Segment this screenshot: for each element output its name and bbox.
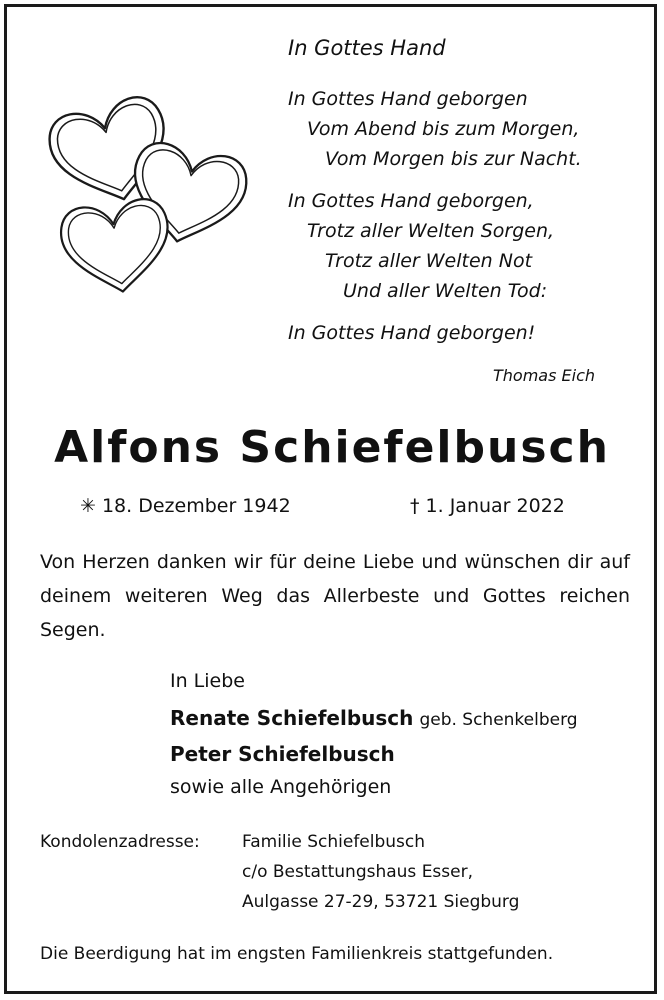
family-member-1-name: Renate Schiefelbusch <box>170 706 414 730</box>
family-intro: In Liebe <box>170 670 245 692</box>
condolence-line: Aulgasse 27-29, 53721 Siegburg <box>242 892 520 912</box>
deceased-name: Alfons Schiefelbusch <box>54 422 610 473</box>
poem-closing: In Gottes Hand geborgen! <box>288 322 536 344</box>
poem-line: Trotz aller Welten Not <box>325 250 533 272</box>
family-member-2 <box>170 742 395 766</box>
poem-line: Vom Abend bis zum Morgen, <box>307 118 580 140</box>
family-others: sowie alle Angehörigen <box>170 776 392 798</box>
three-hearts-icon <box>48 92 258 302</box>
poem-title: In Gottes Hand <box>288 36 446 60</box>
family-member-2-name: Peter Schiefelbusch <box>170 742 395 766</box>
poem-author: Thomas Eich <box>493 366 596 385</box>
birth-date: ✳ 18. Dezember 1942 <box>80 495 291 517</box>
thank-you-message: Von Herzen danken wir für deine Liebe und wünschen dir auf deinem weiteren Weg das Allerbeste und Gottes reichen Segen. <box>40 551 630 641</box>
family-member-1 <box>170 706 578 730</box>
funeral-note: Die Beerdigung hat im engsten Familienkreis stattgefunden. <box>40 944 554 964</box>
poem-line: In Gottes Hand geborgen, <box>288 190 534 212</box>
poem-line: Trotz aller Welten Sorgen, <box>307 220 555 242</box>
poem-line: Vom Morgen bis zur Nacht. <box>325 148 582 170</box>
condolence-line: c/o Bestattungshaus Esser, <box>242 862 474 882</box>
condolence-line: Familie Schiefelbusch <box>242 832 426 852</box>
poem-line: In Gottes Hand geborgen <box>288 88 528 110</box>
death-date: † 1. Januar 2022 <box>410 495 565 517</box>
poem-line: Und aller Welten Tod: <box>343 280 548 302</box>
family-member-1-note: geb. Schenkelberg <box>419 710 578 730</box>
condolence-label: Kondolenzadresse: <box>40 832 200 852</box>
